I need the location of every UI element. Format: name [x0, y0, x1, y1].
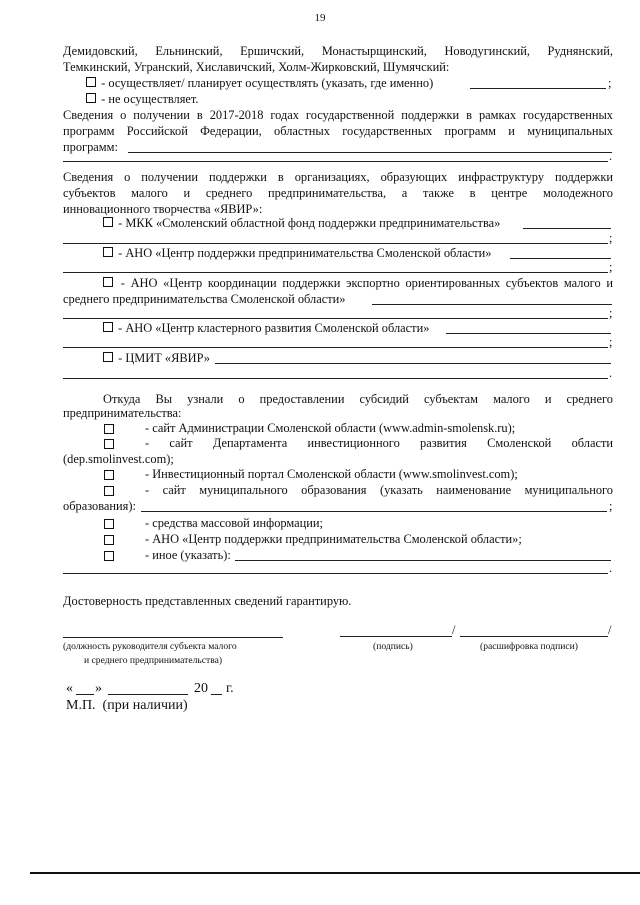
export-field-1[interactable] [372, 304, 612, 305]
source-ano-label: - АНО «Центр поддержки предпринимательства Смоленской области»; [145, 532, 522, 546]
infra-item-export [103, 275, 613, 291]
sign-caption: (подпись) [373, 641, 413, 652]
option-implements [86, 75, 433, 91]
date-day-field[interactable] [76, 694, 94, 695]
export-field-2[interactable] [63, 318, 608, 319]
yavir-field-1[interactable] [215, 363, 611, 364]
infra-item-mkk [103, 215, 500, 231]
mkk-field-1[interactable] [523, 228, 611, 229]
source-other-field-1[interactable] [235, 560, 611, 561]
date-year-suffix: г. [226, 681, 234, 696]
cluster-field-2[interactable] [63, 347, 608, 348]
center-support-field-1[interactable] [510, 258, 611, 259]
infra-item-cluster [103, 320, 429, 336]
date-year-field[interactable] [211, 694, 222, 695]
source-other-label: - иное (указать): [145, 548, 231, 562]
source-municipal-end-punct: ; [609, 499, 613, 513]
source-admin-label: - сайт Администрации Смоленской области (www.admin-smolensk.ru); [145, 421, 516, 435]
yavir-end-punct: . [609, 366, 613, 380]
cluster-field-1[interactable] [446, 333, 611, 334]
export-checkbox[interactable] [103, 277, 113, 287]
implements-label: - осуществляет/ планирует осуществлять (указать, где именно) [101, 76, 434, 90]
not-implements-checkbox[interactable] [86, 93, 96, 103]
cluster-label: - АНО «Центр кластерного развития Смоленской области» [118, 321, 430, 335]
infra-item-center-support [103, 245, 491, 261]
programs-line-2: программ Российской Федерации, областных государственных программ и муниципальных [63, 124, 613, 138]
programs-field-1[interactable] [128, 152, 612, 153]
source-media-checkbox[interactable] [104, 519, 114, 529]
programs-field-2[interactable] [63, 161, 608, 162]
source-ano-checkbox[interactable] [104, 535, 114, 545]
yavir-field-2[interactable] [63, 378, 608, 379]
position-caption-1: (должность руководителя субъекта малого [63, 641, 237, 652]
export-label-2: среднего предпринимательства Смоленской области» [63, 292, 346, 306]
programs-line-1: Сведения о получении в 2017-2018 годах государственной поддержки в рамках государственных [63, 108, 613, 122]
source-municipal-label: - сайт муниципального образования (указать наименование муниципального [145, 483, 613, 497]
export-end-punct: ; [609, 306, 613, 320]
source-portal-checkbox[interactable] [104, 470, 114, 480]
source-portal-label: - Инвестиционный портал Смоленской области (www.smolinvest.com); [145, 467, 518, 481]
cluster-end-punct: ; [609, 335, 613, 349]
mkk-checkbox[interactable] [103, 217, 113, 227]
signature-slash-1: / [452, 623, 456, 637]
source-other-checkbox[interactable] [104, 551, 114, 561]
infra-line-1: Сведения о получении поддержки в организациях, образующих инфраструктуру поддержки [63, 170, 613, 184]
source-other-field-2[interactable] [63, 573, 608, 574]
center-support-checkbox[interactable] [103, 247, 113, 257]
date-year-prefix: 20 [194, 681, 208, 696]
infra-line-2: субъектов малого и среднего предпринимательства, а также в центре молодежного [63, 186, 613, 200]
programs-end-punct: . [609, 149, 613, 163]
bottom-border [30, 872, 640, 874]
source-line-1: Откуда Вы узнали о предоставлении субсидий субъектам малого и среднего [103, 392, 613, 406]
mkk-field-2[interactable] [63, 243, 608, 244]
districts-line-1: Демидовский, Ельнинский, Ершичский, Монастырщинский, Новодугинский, Руднянский, [63, 44, 613, 58]
yavir-label: - ЦМИТ «ЯВИР» [118, 351, 210, 365]
source-line-2: предпринимательства: [63, 406, 182, 420]
position-field[interactable] [63, 637, 283, 638]
center-support-field-2[interactable] [63, 272, 608, 273]
date-month-field[interactable] [108, 694, 188, 695]
position-caption-2: и среднего предпринимательства) [84, 655, 223, 666]
programs-line-3: программ: [63, 140, 118, 154]
source-municipal-field[interactable] [141, 511, 607, 512]
mkk-end-punct: ; [609, 231, 613, 245]
implements-end-punct: ; [608, 76, 612, 90]
mkk-label: - МКК «Смоленский областной фонд поддержки предпринимательства» [118, 216, 501, 230]
option-not-implements [86, 91, 199, 107]
center-support-label: - АНО «Центр поддержки предпринимательства Смоленской области» [118, 246, 492, 260]
date-close-quote: » [95, 681, 102, 696]
infra-item-yavir [103, 350, 210, 366]
not-implements-label: - не осуществляет. [101, 92, 199, 106]
signature-decode-field[interactable] [460, 636, 608, 637]
decode-caption: (расшифровка подписи) [480, 641, 578, 652]
source-media-label: - средства массовой информации; [145, 516, 323, 530]
source-municipal-checkbox[interactable] [104, 486, 114, 496]
implements-where-field[interactable] [470, 88, 606, 89]
signature-slash-2: / [608, 623, 612, 637]
source-other-end-punct: . [609, 561, 613, 575]
page-number: 19 [314, 12, 326, 24]
source-invest-dept-label: - сайт Департамента инвестиционного развития Смоленской области [145, 436, 613, 450]
export-label: - АНО «Центр координации поддержки экспортно ориентированных субъектов малого и [120, 276, 613, 290]
districts-line-2: Темкинский, Угранский, Хиславичский, Холм-Жирковский, Шумячский: [63, 60, 450, 74]
stamp-label: М.П. (при наличии) [66, 698, 188, 713]
source-invest-dept-label-2: (dep.smolinvest.com); [63, 452, 174, 466]
cluster-checkbox[interactable] [103, 322, 113, 332]
source-invest-dept-checkbox[interactable] [104, 439, 114, 449]
date-open-quote: « [66, 681, 73, 696]
source-admin-checkbox[interactable] [104, 424, 114, 434]
source-municipal-label-2: образования): [63, 499, 136, 513]
yavir-checkbox[interactable] [103, 352, 113, 362]
guarantee-text: Достоверность представленных сведений гарантирую. [63, 594, 352, 608]
center-support-end-punct: ; [609, 260, 613, 274]
signature-field[interactable] [340, 636, 452, 637]
implements-checkbox[interactable] [86, 77, 96, 87]
infra-line-3: инновационного творчества «ЯВИР»: [63, 202, 263, 216]
